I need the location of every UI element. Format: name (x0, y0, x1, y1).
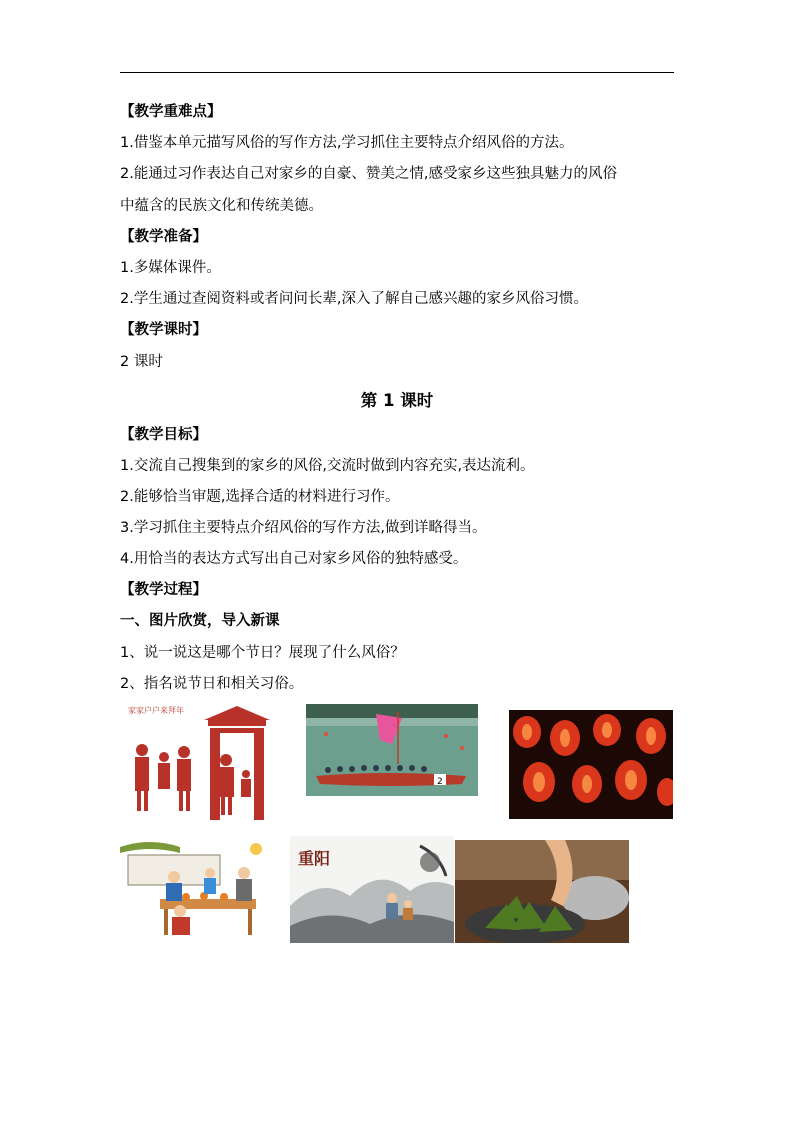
spring-festival-visit-image (122, 702, 272, 822)
red-lanterns-image (509, 710, 673, 819)
chongyang-festival-image (290, 836, 454, 943)
step-1-question-2: 2、指名说节日和相关习俗。 (120, 676, 304, 692)
key-points-heading: 【教学重难点】 (120, 104, 222, 120)
goal-1: 1.交流自己搜集到的家乡的风俗,交流时做到内容充实,表达流利。 (120, 458, 535, 474)
prep-item-1: 1.多媒体课件。 (120, 260, 221, 276)
key-point-2: 2.能通过习作表达自己对家乡的自豪、赞美之情,感受家乡这些独具魅力的风俗 (120, 166, 617, 182)
goals-heading: 【教学目标】 (120, 427, 207, 443)
prep-item-2: 2.学生通过查阅资料或者问问长辈,深入了解自己感兴趣的家乡风俗习惯。 (120, 291, 588, 307)
hours-heading: 【教学课时】 (120, 322, 207, 338)
goal-2: 2.能够恰当审题,选择合适的材料进行习作。 (120, 489, 400, 505)
process-heading: 【教学过程】 (120, 582, 207, 598)
spring-caption: 家家户户来拜年 (128, 706, 184, 715)
family-dinner-image (120, 837, 282, 943)
step-1-heading: 一、图片欣赏，导入新课 (120, 613, 280, 629)
chongyang-title: 重阳 (298, 849, 331, 868)
zongzi-image (455, 840, 629, 943)
prep-heading: 【教学准备】 (120, 229, 207, 245)
goal-3: 3.学习抓住主要特点介绍风俗的写作方法,做到详略得当。 (120, 520, 487, 536)
goal-4: 4.用恰当的表达方式写出自己对家乡风俗的独特感受。 (120, 551, 468, 567)
boat-number: 2 (437, 777, 443, 787)
key-point-1: 1.借鉴本单元描写风俗的写作方法,学习抓住主要特点介绍风俗的方法。 (120, 135, 574, 151)
key-point-2-cont: 中蕴含的民族文化和传统美德。 (120, 198, 323, 214)
dragon-boat-race-image (306, 704, 478, 796)
lesson-title: 第 1 课时 (360, 391, 434, 410)
step-1-question-1: 1、说一说这是哪个节日？展现了什么风俗？ (120, 645, 405, 661)
header-rule (120, 72, 674, 73)
hours-value: 2 课时 (120, 354, 163, 370)
